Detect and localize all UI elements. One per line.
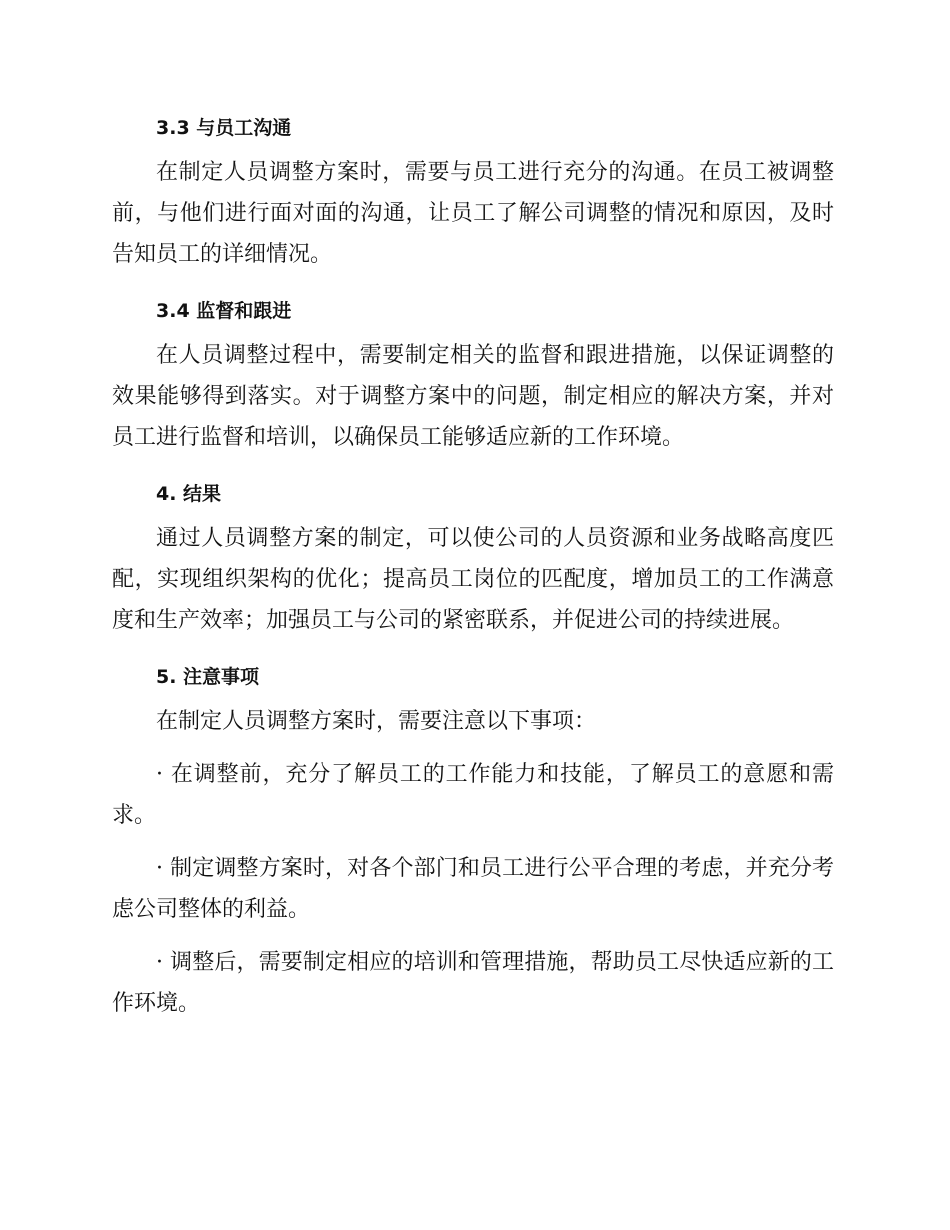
- body-paragraph: 通过人员调整方案的制定，可以使公司的人员资源和业务战略高度匹配，实现组织架构的优化；提高员工岗位的匹配度，增加员工的工作满意度和生产效率；加强员工与公司的紧密联系，并促进公司的持续进展。: [112, 526, 834, 633]
- body-paragraph: 在人员调整过程中，需要制定相关的监督和跟进措施，以保证调整的效果能够得到落实。对于调整方案中的问题，制定相应的解决方案，并对员工进行监督和培训，以确保员工能够适应新的工作环境。: [112, 343, 834, 450]
- section-5: [112, 653, 834, 1024]
- section-heading: 5. 注意事项: [156, 666, 260, 688]
- section-3-4: [112, 287, 834, 458]
- body-paragraph: 在制定人员调整方案时，需要与员工进行充分的沟通。在员工被调整前，与他们进行面对面的沟通，让员工了解公司调整的情况和原因，及时告知员工的详细情况。: [112, 160, 834, 267]
- bullet-item: · 在调整前，充分了解员工的工作能力和技能，了解员工的意愿和需求。: [112, 762, 834, 828]
- section-heading: 3.4 监督和跟进: [156, 300, 292, 322]
- body-paragraph: 在制定人员调整方案时，需要注意以下事项：: [156, 709, 597, 734]
- document-page: [112, 104, 834, 1036]
- section-heading: 4. 结果: [156, 483, 222, 505]
- section-heading: 3.3 与员工沟通: [156, 117, 292, 139]
- bullet-item: · 调整后，需要制定相应的培训和管理措施，帮助员工尽快适应新的工作环境。: [112, 950, 834, 1016]
- section-4: [112, 470, 834, 641]
- bullet-item: · 制定调整方案时，对各个部门和员工进行公平合理的考虑，并充分考虑公司整体的利益。: [112, 856, 834, 922]
- section-3-3: [112, 104, 834, 275]
